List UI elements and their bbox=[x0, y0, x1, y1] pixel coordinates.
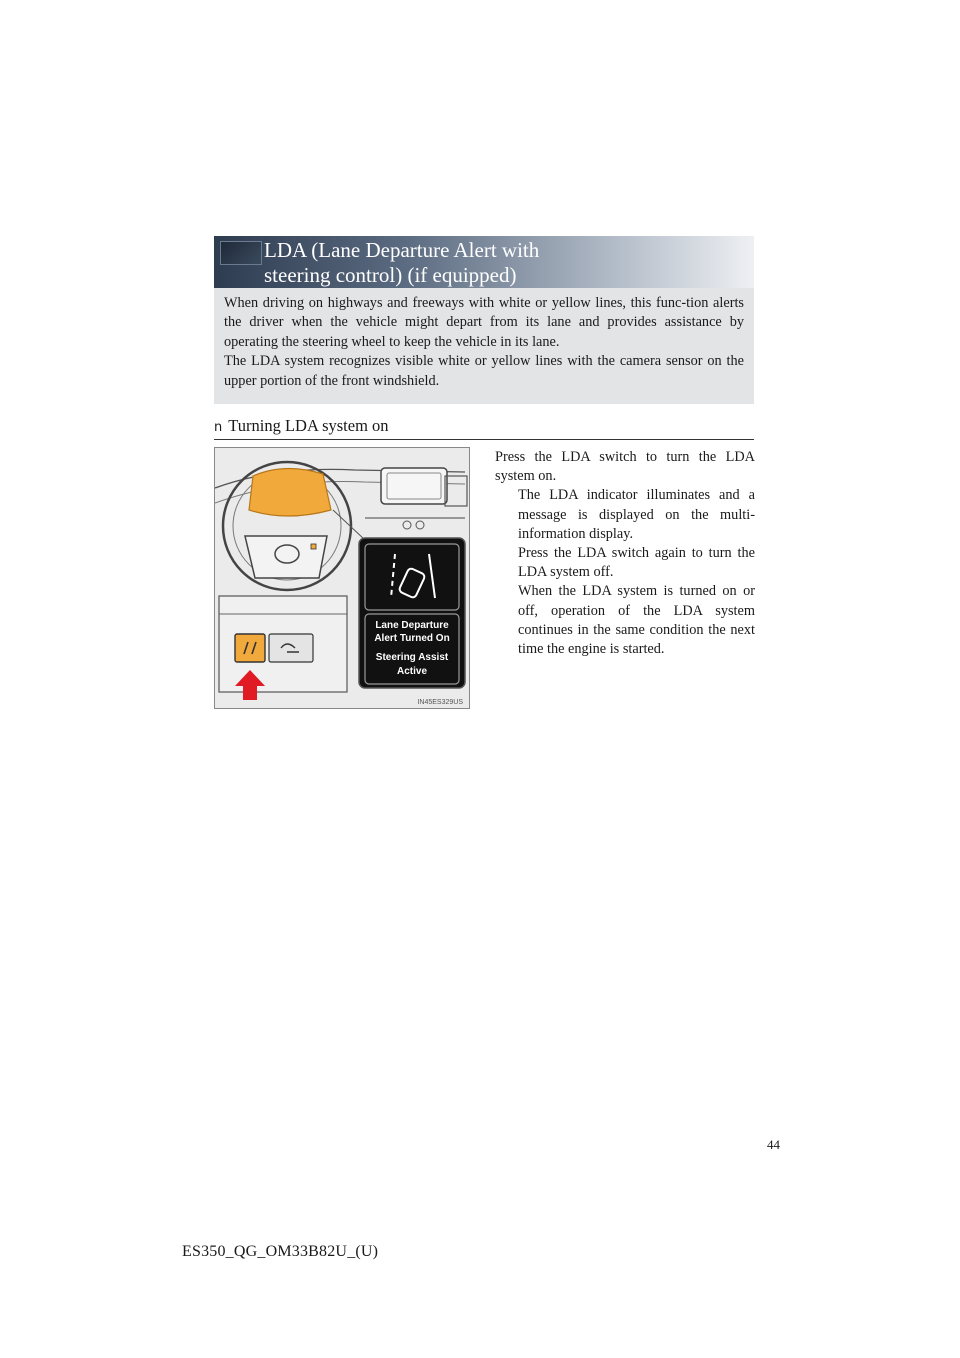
illustration-svg bbox=[215, 448, 469, 708]
subsection-heading bbox=[214, 414, 754, 440]
display-text-line-2: Alert Turned On bbox=[374, 633, 450, 644]
display-text-line-3: Steering Assist bbox=[375, 652, 449, 663]
instructions bbox=[495, 448, 755, 659]
heading-bullet: n bbox=[214, 420, 223, 435]
title-thumbnail-icon bbox=[220, 241, 262, 265]
document-code: ES350_QG_OM33B82U_(U) bbox=[182, 1243, 379, 1260]
instruction-note-3: When the LDA system is turned on or off, operation of the LDA system continues in the same condition the next time the engine is started. bbox=[518, 583, 755, 658]
display-text-line-1: Lane Departure bbox=[375, 620, 449, 631]
intro-paragraph-1: When driving on highways and freeways with white or yellow lines, this func-tion alerts the driver when the vehicle might depart from its lane and provides assistance by operating the steering wheel to keep the vehicle in its lane. bbox=[224, 295, 744, 350]
lda-switch-button bbox=[235, 634, 265, 662]
adjacent-switch bbox=[269, 634, 313, 662]
intro-paragraph-2: The LDA system recognizes visible white or yellow lines with the camera sensor on the upper portion of the front windshield. bbox=[224, 353, 744, 389]
instruction-note-2: Press the LDA switch again to turn the LDA system off. bbox=[518, 545, 755, 581]
instruction-step: Press the LDA switch to turn the LDA system on. bbox=[495, 449, 755, 485]
lda-indicator bbox=[311, 544, 316, 549]
heading-text: Turning LDA system on bbox=[228, 416, 389, 435]
display-text-line-4: Active bbox=[396, 666, 428, 677]
section-title-line-2: steering control) (if equipped) bbox=[264, 263, 517, 287]
lda-switch-illustration bbox=[214, 447, 470, 709]
intro-box bbox=[214, 288, 754, 404]
section-title bbox=[264, 238, 744, 288]
figure-code: IN45ES329US bbox=[417, 699, 463, 706]
section-title-line-1: LDA (Lane Departure Alert with bbox=[264, 238, 540, 262]
page-number: 44 bbox=[767, 1137, 780, 1152]
instrument-cluster-highlight bbox=[249, 468, 331, 516]
section-title-band bbox=[214, 236, 754, 288]
instruction-note-1: The LDA indicator illuminates and a message is displayed on the multi-information display. bbox=[518, 487, 755, 542]
